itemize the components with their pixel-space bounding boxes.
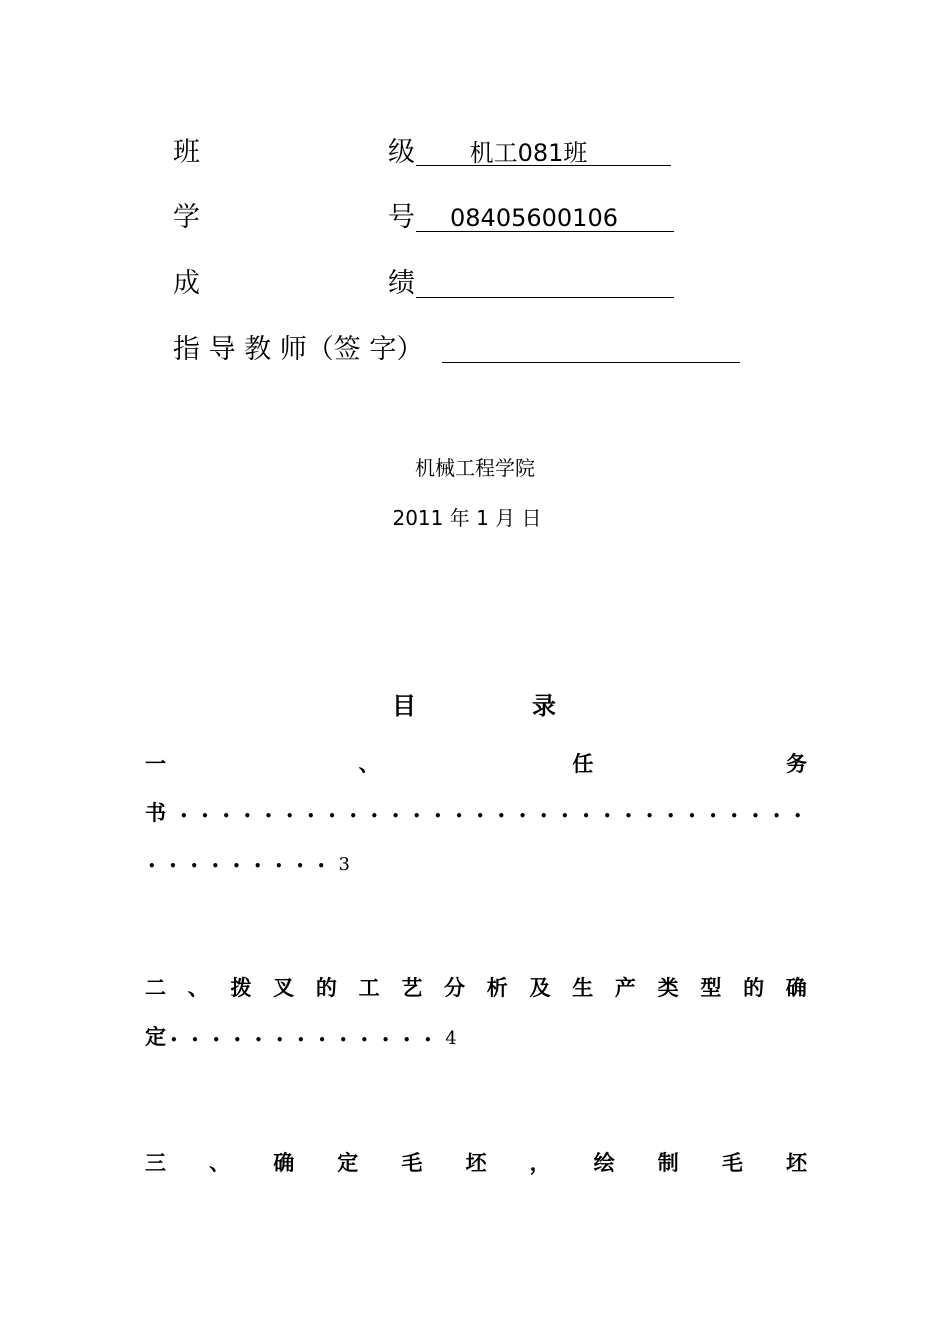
toc-item-1-line3[interactable] <box>148 848 350 881</box>
grade-underline <box>416 297 674 298</box>
toc-char: 艺 <box>401 976 423 1000</box>
id-label-1: 学 <box>173 202 200 233</box>
toc-char: 务 <box>785 752 807 776</box>
toc-char: 、 <box>209 1151 231 1175</box>
id-label-2: 号 <box>388 202 415 233</box>
toc-char: 坯 <box>465 1151 487 1175</box>
toc-char: 任 <box>572 752 594 776</box>
toc-char: 型 <box>700 976 722 1000</box>
toc-char: 的 <box>315 976 337 1000</box>
toc-title-char-2: 录 <box>532 692 556 720</box>
toc-char: 书 <box>145 801 166 825</box>
toc-char: 坯 <box>785 1151 807 1175</box>
class-underline <box>416 165 671 166</box>
school-name: 机械工程学院 <box>415 456 535 480</box>
advisor-label: 指 导 教 师（签 字） <box>173 334 424 365</box>
toc-item-1-line2[interactable] <box>145 798 815 831</box>
toc-leader-dots: ••••••••••••• <box>170 1033 446 1047</box>
toc-char: 、 <box>358 752 380 776</box>
toc-char: 绘 <box>593 1151 615 1175</box>
toc-char: 、 <box>187 976 209 1000</box>
date-line: 2011 年 1 月 日 <box>392 506 542 530</box>
toc-char: 叉 <box>273 976 295 1000</box>
toc-char: 析 <box>486 976 508 1000</box>
toc-char: 的 <box>743 976 765 1000</box>
toc-char: 生 <box>572 976 594 1000</box>
toc-item-2-line1[interactable] <box>145 973 807 1003</box>
toc-char: 产 <box>614 976 636 1000</box>
toc-char: 毛 <box>401 1151 423 1175</box>
toc-char: 确 <box>785 976 807 1000</box>
toc-char: ， <box>529 1151 551 1175</box>
toc-char: 确 <box>273 1151 295 1175</box>
toc-page-number: 3 <box>338 854 350 875</box>
class-label-1: 班 <box>173 137 200 168</box>
toc-char: 二 <box>145 976 166 1000</box>
toc-char: 分 <box>444 976 466 1000</box>
toc-char: 毛 <box>721 1151 743 1175</box>
toc-leader-dots: ••••••••• <box>148 859 339 873</box>
toc-page-number: 4 <box>445 1028 457 1049</box>
toc-item-2-line2[interactable] <box>145 1022 457 1055</box>
toc-char: 制 <box>657 1151 679 1175</box>
toc-item-1-line1[interactable] <box>145 749 807 779</box>
toc-char: 工 <box>358 976 380 1000</box>
toc-char: 一 <box>145 752 166 776</box>
advisor-underline <box>442 362 740 363</box>
toc-char: 拨 <box>230 976 252 1000</box>
toc-char: 定 <box>337 1151 359 1175</box>
class-value: 机工081班 <box>469 139 588 167</box>
toc-title-char-1: 目 <box>392 692 416 720</box>
id-value: 08405600106 <box>450 204 618 232</box>
toc-item-3-line1[interactable] <box>145 1148 807 1178</box>
toc-char: 定 <box>145 1025 166 1049</box>
toc-leader-dots: •••••••••••••••••••••••••••••• <box>180 809 816 823</box>
toc-char: 及 <box>529 976 551 1000</box>
grade-label-2: 绩 <box>388 268 415 299</box>
grade-label-1: 成 <box>173 268 200 299</box>
toc-char: 三 <box>145 1151 166 1175</box>
id-underline <box>416 231 674 232</box>
class-label-2: 级 <box>388 137 415 168</box>
toc-char: 类 <box>657 976 679 1000</box>
